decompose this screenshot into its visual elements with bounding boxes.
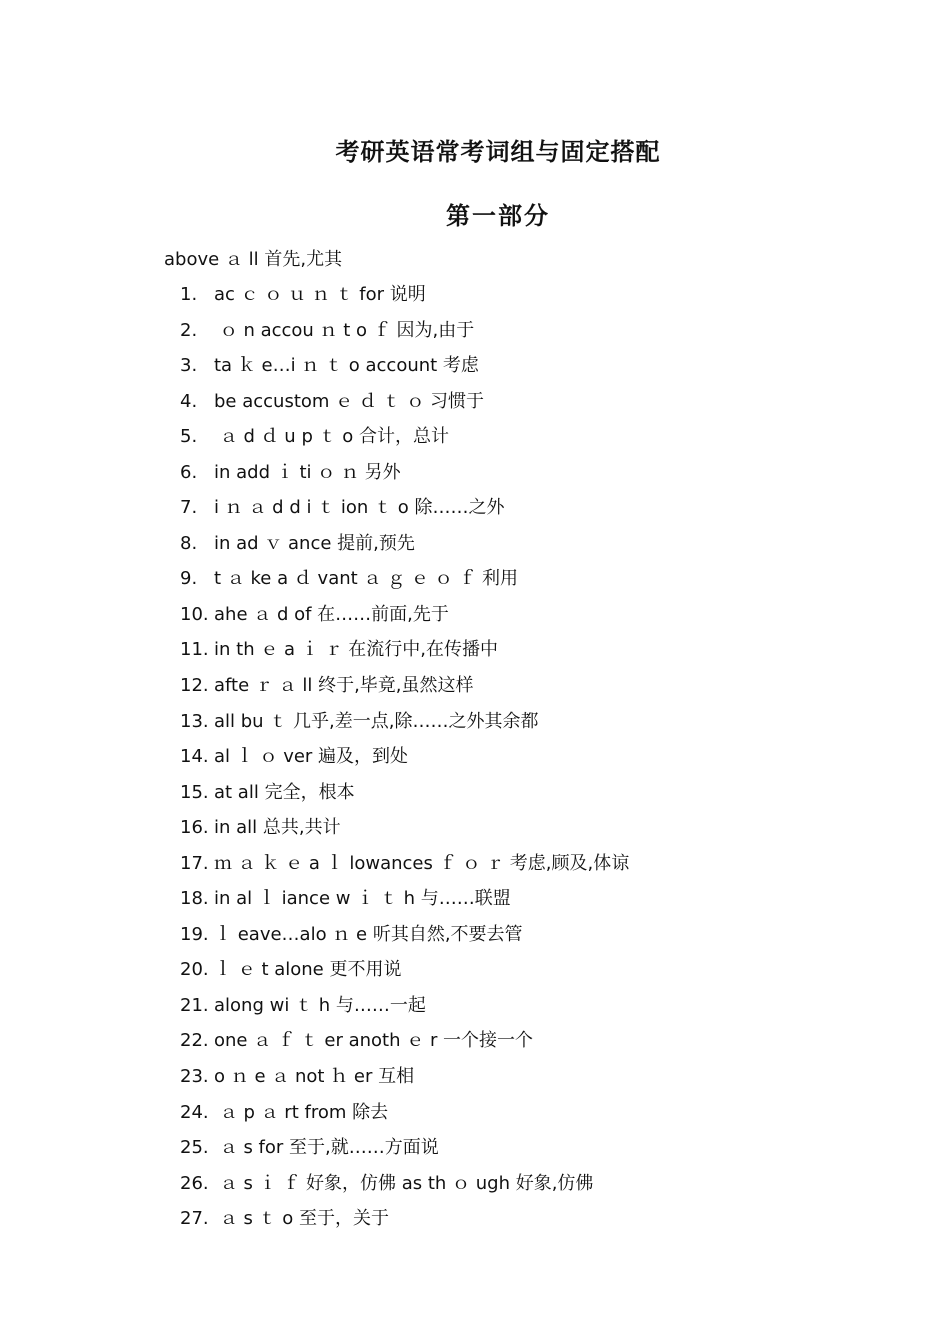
item-text: ｌ ｅ t alone 更不用说 (214, 959, 402, 981)
item-number: 27. (180, 1208, 209, 1230)
list-item (180, 924, 629, 960)
item-number: 16. (180, 817, 209, 839)
item-text: in al ｌ iance w ｉ ｔ h 与……联盟 (214, 888, 511, 910)
item-text: afte ｒ ａ ll 终于,毕竟,虽然这样 (214, 675, 474, 697)
list-item (180, 817, 629, 853)
item-text: ac ｃ ｏ ｕ ｎ ｔ for 说明 (214, 284, 426, 305)
item-number: 15. (180, 781, 209, 803)
item-text: be accustom ｅ ｄ ｔ ｏ 习惯于 (214, 390, 485, 412)
item-text: in add ｉ ti ｏ ｎ 另外 (214, 461, 401, 483)
item-text: at all 完全，根本 (214, 781, 355, 803)
item-number: 11. (180, 639, 209, 661)
item-text: all bu ｔ 几乎,差一点,除……之外其余都 (214, 710, 539, 732)
item-text: ｌ eave…alo ｎ e 听其自然,不要去管 (214, 923, 523, 945)
list-item (180, 888, 629, 924)
item-number: 6. (180, 461, 198, 483)
list-item (180, 426, 629, 462)
item-number: 1. (180, 284, 198, 305)
list-item (180, 391, 629, 427)
intro-line: above ａ ll 首先,尤其 (164, 249, 343, 270)
item-number: 22. (180, 1030, 209, 1052)
list-item (180, 639, 629, 675)
item-text: in th ｅ a ｉ ｒ 在流行中,在传播中 (214, 639, 498, 661)
list-item (180, 533, 629, 569)
list-item (180, 995, 629, 1031)
item-number: 17. (180, 852, 209, 874)
item-text: ｍ ａ ｋ ｅ a ｌ lowances ｆ ｏ ｒ 考虑,顾及,体谅 (214, 852, 630, 874)
item-text: ｏ n accou ｎ t o ｆ 因为,由于 (214, 319, 475, 341)
list-item (180, 320, 629, 356)
item-text: in ad ｖ ance 提前,预先 (214, 532, 415, 554)
item-number: 20. (180, 959, 209, 981)
item-number: 25. (180, 1137, 209, 1159)
list-item (180, 782, 629, 818)
item-text: ahe ａ d of 在……前面,先于 (214, 603, 449, 625)
item-text: i ｎ ａ d d i ｔ ion ｔ o 除……之外 (214, 497, 505, 519)
list-item (180, 1030, 629, 1066)
document-title: 考研英语常考词组与固定搭配 (335, 138, 661, 166)
item-number: 12. (180, 675, 209, 697)
item-number: 14. (180, 746, 209, 768)
item-text: ａ s for 至于,就……方面说 (214, 1137, 439, 1159)
item-text: ａ d ｄ u p ｔ o 合计，总计 (214, 426, 450, 448)
item-text: o ｎ e ａ not ｈ er 互相 (214, 1066, 415, 1088)
item-number: 8. (180, 532, 198, 554)
item-number: 19. (180, 923, 209, 945)
item-number: 13. (180, 710, 209, 732)
list-item (180, 1208, 629, 1244)
item-text: al ｌ ｏ ver 遍及，到处 (214, 746, 409, 768)
list-item (180, 1173, 629, 1209)
item-text: ａ p ａ rt from 除去 (214, 1101, 389, 1123)
item-number: 10. (180, 603, 209, 625)
item-number: 5. (180, 426, 198, 448)
list-item (180, 853, 629, 889)
list-item (180, 959, 629, 995)
item-number: 2. (180, 319, 198, 341)
item-number: 7. (180, 497, 198, 519)
list-item (180, 568, 629, 604)
list-item (180, 675, 629, 711)
item-number: 18. (180, 888, 209, 910)
item-number: 3. (180, 355, 198, 377)
item-number: 26. (180, 1172, 209, 1194)
list-item (180, 355, 629, 391)
list-item (180, 284, 629, 320)
list-item (180, 1137, 629, 1173)
list-item (180, 497, 629, 533)
item-text: ta ｋ e…i ｎ ｔ o account 考虑 (214, 355, 479, 377)
item-number: 23. (180, 1066, 209, 1088)
item-number: 4. (180, 390, 198, 412)
list-item (180, 746, 629, 782)
item-number: 9. (180, 568, 198, 590)
item-text: in all 总共,共计 (214, 817, 341, 839)
item-number: 24. (180, 1101, 209, 1123)
list-item (180, 1102, 629, 1138)
section-heading: 第一部分 (446, 202, 550, 230)
list-item (180, 1066, 629, 1102)
item-text: ａ s ｉ ｆ 好象，仿佛 as th ｏ ugh 好象,仿佛 (214, 1172, 594, 1194)
item-text: along wi ｔ h 与……一起 (214, 994, 426, 1016)
item-number: 21. (180, 994, 209, 1016)
item-text: t ａ ke a ｄ vant ａ ｇ ｅ ｏ ｆ 利用 (214, 568, 519, 590)
list-item (180, 462, 629, 498)
list-item (180, 711, 629, 747)
item-text: one ａ ｆ ｔ er anoth ｅ r 一个接一个 (214, 1030, 534, 1052)
list-item (180, 604, 629, 640)
phrase-list (180, 284, 629, 1244)
item-text: ａ s ｔ o 至于，关于 (214, 1208, 389, 1230)
